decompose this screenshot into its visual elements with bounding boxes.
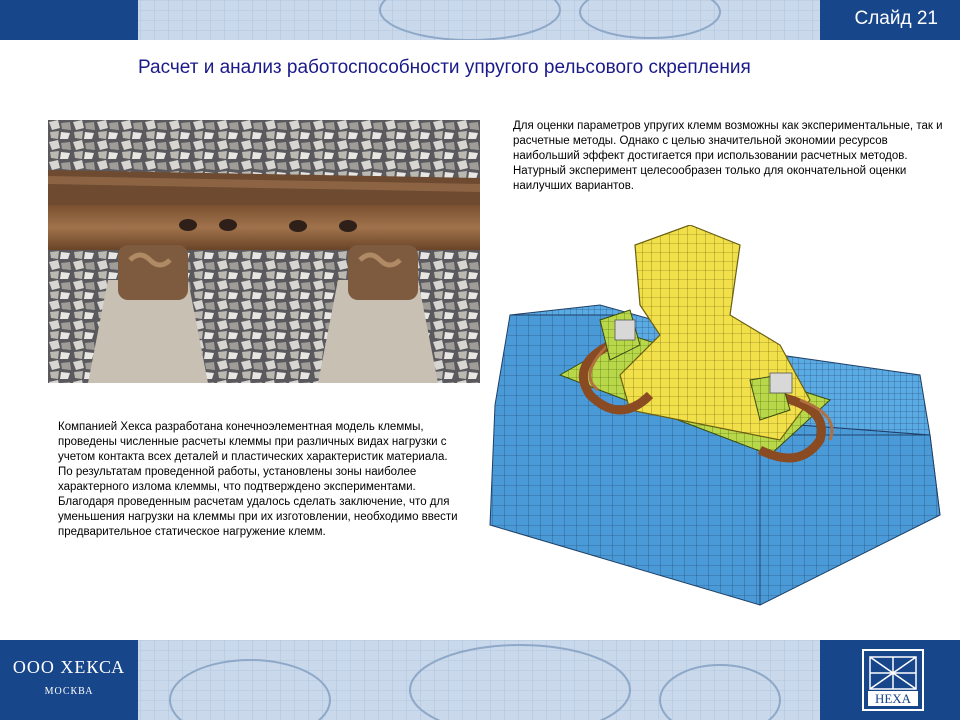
hexa-logo: [862, 649, 924, 711]
finite-element-model-image: [480, 225, 950, 610]
footer-mesh-background: [0, 640, 960, 720]
model-paragraph-1: Компанией Хекса разработана конечноэлементная модель клеммы, проведены численные расчеты клеммы при различных видах нагрузки с учетом контакта всех деталей и пластических характеристик материала.: [58, 421, 448, 463]
slide-number: Слайд 21: [854, 8, 938, 29]
methods-paragraph-2: Натурный эксперимент целесообразен только для окончательной оценки наилучших вариантов.: [513, 165, 907, 192]
slide-title: Расчет и анализ работоспособности упругого рельсового скрепления: [138, 57, 751, 78]
company-city: МОСКВА: [44, 686, 94, 697]
header-mesh-background: [0, 0, 960, 40]
model-paragraph-2: По результатам проведенной работы, установлены зоны наиболее характерного излома клеммы, что подтверждено экспериментами. Благодаря проведенным расчетам удалось сделать заключение, что для уменьшения нагрузки на клеммы при их изготовлении, необходимо ввести предварительное статическое нагружение клемм.: [58, 466, 458, 538]
footer-band: [0, 640, 960, 720]
methods-description: [513, 119, 943, 194]
methods-paragraph-1: Для оценки параметров упругих клемм возможны как экспериментальные, так и расчетные методы. Однако с целью значительной экономии ресурсов наибольший эффект достигается при использовании расчетных методов.: [513, 120, 943, 162]
logo-text: HEXA: [874, 691, 912, 706]
model-description: [58, 420, 468, 540]
company-name: ООО ХЕКСА: [12, 657, 126, 677]
header-band: [0, 0, 960, 40]
rail-fastening-photo: [48, 120, 480, 383]
